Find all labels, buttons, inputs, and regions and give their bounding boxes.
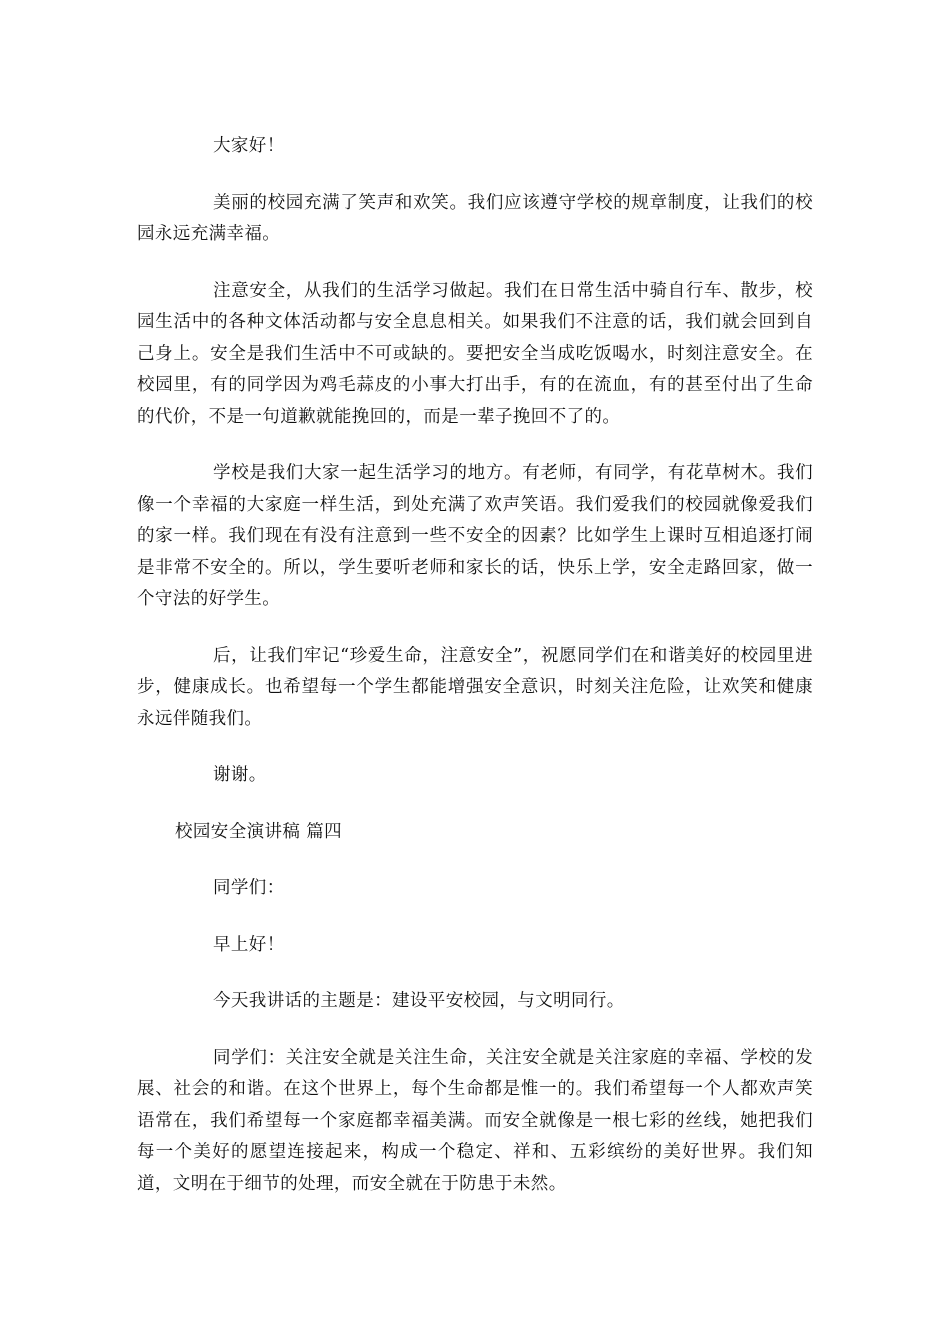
section-heading: 校园安全演讲稿 篇四 <box>175 821 343 842</box>
body-paragraph: 后，让我们牢记“珍爱生命，注意安全”，祝愿同学们在和谐美好的校园里进步，健康成长。也希望每一个学生都能增强安全意识，时刻关注危险，让欢笑和健康永远伴随我们。 <box>137 645 813 729</box>
document-page <box>137 131 813 1225</box>
topic-paragraph: 今天我讲话的主题是：建设平安校园，与文明同行。 <box>213 991 625 1011</box>
salutation-paragraph: 同学们： <box>213 878 285 898</box>
body-paragraph: 美丽的校园充满了笑声和欢笑。我们应该遵守学校的规章制度，让我们的校园永远充满幸福。 <box>137 192 813 244</box>
body-paragraph: 学校是我们大家一起生活学习的地方。有老师，有同学，有花草树木。我们像一个幸福的大家庭一样生活，到处充满了欢声笑语。我们爱我们的校园就像爱我们的家一样。我们现在有没有注意到一些不安全的因素？比如学生上课时互相追逐打闹是非常不安全的。所以，学生要听老师和家长的话，快乐上学，安全走路回家，做一个守法的好学生。 <box>137 463 813 609</box>
body-paragraph: 注意安全，从我们的生活学习做起。我们在日常生活中骑自行车、散步，校园生活中的各种文体活动都与安全息息相关。如果我们不注意的话，我们就会回到自己身上。安全是我们生活中不可或缺的。要把安全当成吃饭喝水，时刻注意安全。在校园里，有的同学因为鸡毛蒜皮的小事大打出手，有的在流血，有的甚至付出了生命的代价，不是一句道歉就能挽回的，而是一辈子挽回不了的。 <box>137 280 813 427</box>
greeting-paragraph: 大家好！ <box>213 136 285 156</box>
body-paragraph: 同学们：关注安全就是关注生命，关注安全就是关注家庭的幸福、学校的发展、社会的和谐。在这个世界上，每个生命都是惟一的。我们希望每一个人都欢声笑语常在，我们希望每一个家庭都幸福美满。而安全就像是一根七彩的丝线，她把我们每一个美好的愿望连接起来，构成一个稳定、祥和、五彩缤纷的美好世界。我们知道，文明在于细节的处理，而安全就在于防患于未然。 <box>137 1047 813 1194</box>
greeting-paragraph: 早上好！ <box>213 934 285 955</box>
closing-paragraph: 谢谢。 <box>213 765 267 785</box>
